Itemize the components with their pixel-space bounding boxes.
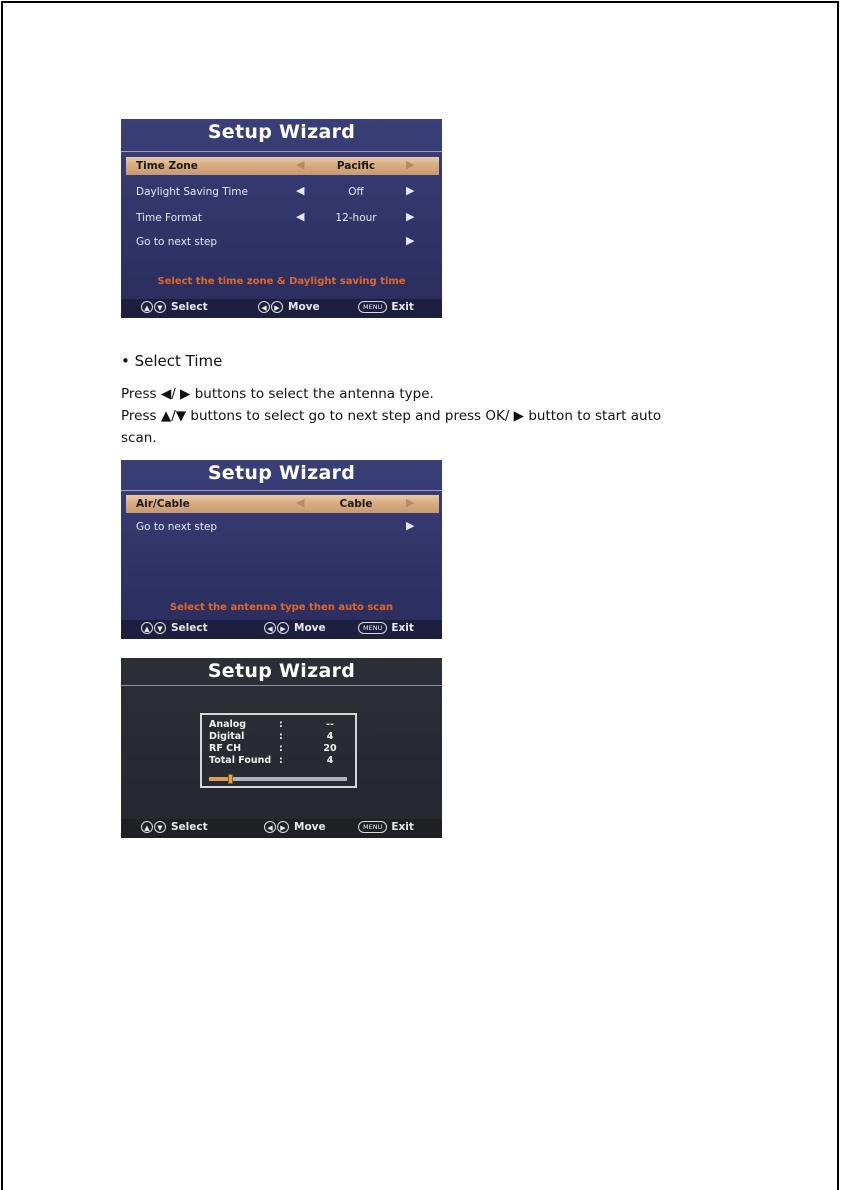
move-label: Move [294, 821, 326, 833]
row-value: Pacific [336, 160, 376, 172]
menu-key-icon: MENU [358, 622, 387, 634]
scan-row-digital [209, 731, 349, 743]
down-arrow-icon: ▼ [154, 622, 166, 634]
scan-label: Digital [209, 731, 245, 742]
menu-key-icon: MENU [358, 821, 387, 833]
right-arrow-icon[interactable]: ▶ [406, 158, 415, 171]
right-arrow-icon: ▶ [271, 301, 283, 313]
left-arrow-icon[interactable]: ◀ [296, 184, 305, 197]
instruction-line-3: scan. [121, 430, 157, 446]
scan-row-rf-ch [209, 743, 349, 755]
screen-title: Setup Wizard [207, 462, 356, 484]
scan-separator: : [279, 755, 283, 766]
hint-text: Select the time zone & Daylight saving time [157, 276, 406, 287]
row-label: Go to next step [136, 521, 218, 533]
move-hint [264, 622, 326, 634]
hint-text: Select the antenna type then auto scan [169, 602, 394, 613]
select-hint [141, 301, 208, 313]
scan-separator: : [279, 719, 283, 730]
row-label: Time Zone [136, 160, 198, 172]
row-value: Cable [339, 498, 373, 510]
move-hint [258, 301, 320, 313]
screen-title: Setup Wizard [207, 121, 356, 143]
move-label: Move [288, 301, 320, 313]
row-value: 12-hour [335, 212, 377, 224]
instruction-line-1: Press ◀/ ▶ buttons to select the antenna type. [121, 386, 434, 402]
setup-wizard-antenna-screen [121, 460, 442, 639]
left-arrow-icon: ◀ [264, 622, 276, 634]
move-hint [264, 821, 326, 833]
osd-footer [121, 819, 442, 838]
menu-row-daylight-saving[interactable] [126, 183, 439, 201]
title-divider [121, 490, 442, 491]
select-hint [141, 821, 208, 833]
row-label: Daylight Saving Time [136, 186, 248, 198]
scan-status-box [200, 713, 357, 788]
right-arrow-icon[interactable]: ▶ [406, 519, 415, 532]
scan-value: 4 [326, 755, 334, 766]
up-arrow-icon: ▲ [141, 821, 153, 833]
scan-label: Analog [209, 719, 247, 730]
scan-separator: : [279, 731, 283, 742]
scan-label: Total Found [209, 755, 272, 766]
row-value: Off [348, 186, 364, 198]
right-arrow-icon: ▶ [277, 622, 289, 634]
exit-hint [358, 301, 414, 313]
right-arrow-icon[interactable]: ▶ [406, 210, 415, 223]
select-label: Select [171, 821, 208, 833]
left-arrow-icon[interactable]: ◀ [296, 496, 305, 509]
right-arrow-icon[interactable]: ▶ [406, 234, 415, 247]
scan-row-total-found [209, 755, 349, 767]
osd-footer [121, 620, 442, 639]
move-label: Move [294, 622, 326, 634]
left-arrow-icon: ◀ [264, 821, 276, 833]
setup-wizard-time-screen [121, 119, 442, 318]
left-arrow-icon: ◀ [258, 301, 270, 313]
menu-row-time-format[interactable] [126, 209, 439, 227]
menu-key-icon: MENU [358, 301, 387, 313]
select-hint [141, 622, 208, 634]
scan-value: 20 [323, 743, 337, 754]
menu-row-next-step[interactable] [126, 518, 439, 536]
setup-wizard-scan-screen [121, 658, 442, 838]
instruction-line-2: Press ▲/▼ buttons to select go to next step and press OK/ ▶ button to start auto [121, 408, 662, 424]
section-heading: • Select Time [121, 352, 223, 370]
right-arrow-icon: ▶ [277, 821, 289, 833]
menu-row-time-zone[interactable] [126, 157, 439, 175]
exit-hint [358, 622, 414, 634]
osd-footer [121, 299, 442, 318]
right-arrow-icon[interactable]: ▶ [406, 184, 415, 197]
right-arrow-icon[interactable]: ▶ [406, 496, 415, 509]
menu-row-air-cable[interactable] [126, 495, 439, 513]
select-label: Select [171, 301, 208, 313]
scan-row-analog [209, 719, 349, 731]
scan-progress-bar [209, 777, 347, 781]
menu-row-next-step[interactable] [126, 233, 439, 251]
scan-label: RF CH [209, 743, 242, 754]
scan-value: -- [326, 719, 334, 730]
screen-title: Setup Wizard [207, 660, 356, 682]
exit-label: Exit [391, 821, 414, 833]
row-label: Air/Cable [136, 498, 190, 510]
scan-separator: : [279, 743, 283, 754]
down-arrow-icon: ▼ [154, 821, 166, 833]
left-arrow-icon[interactable]: ◀ [296, 210, 305, 223]
exit-hint [358, 821, 414, 833]
up-arrow-icon: ▲ [141, 301, 153, 313]
scan-value: 4 [326, 731, 334, 742]
select-label: Select [171, 622, 208, 634]
title-divider [121, 151, 442, 152]
exit-label: Exit [391, 301, 414, 313]
row-label: Time Format [136, 212, 203, 224]
title-divider [121, 685, 442, 686]
exit-label: Exit [391, 622, 414, 634]
down-arrow-icon: ▼ [154, 301, 166, 313]
left-arrow-icon[interactable]: ◀ [296, 158, 305, 171]
row-label: Go to next step [136, 236, 218, 248]
up-arrow-icon: ▲ [141, 622, 153, 634]
progress-indicator [228, 774, 233, 784]
